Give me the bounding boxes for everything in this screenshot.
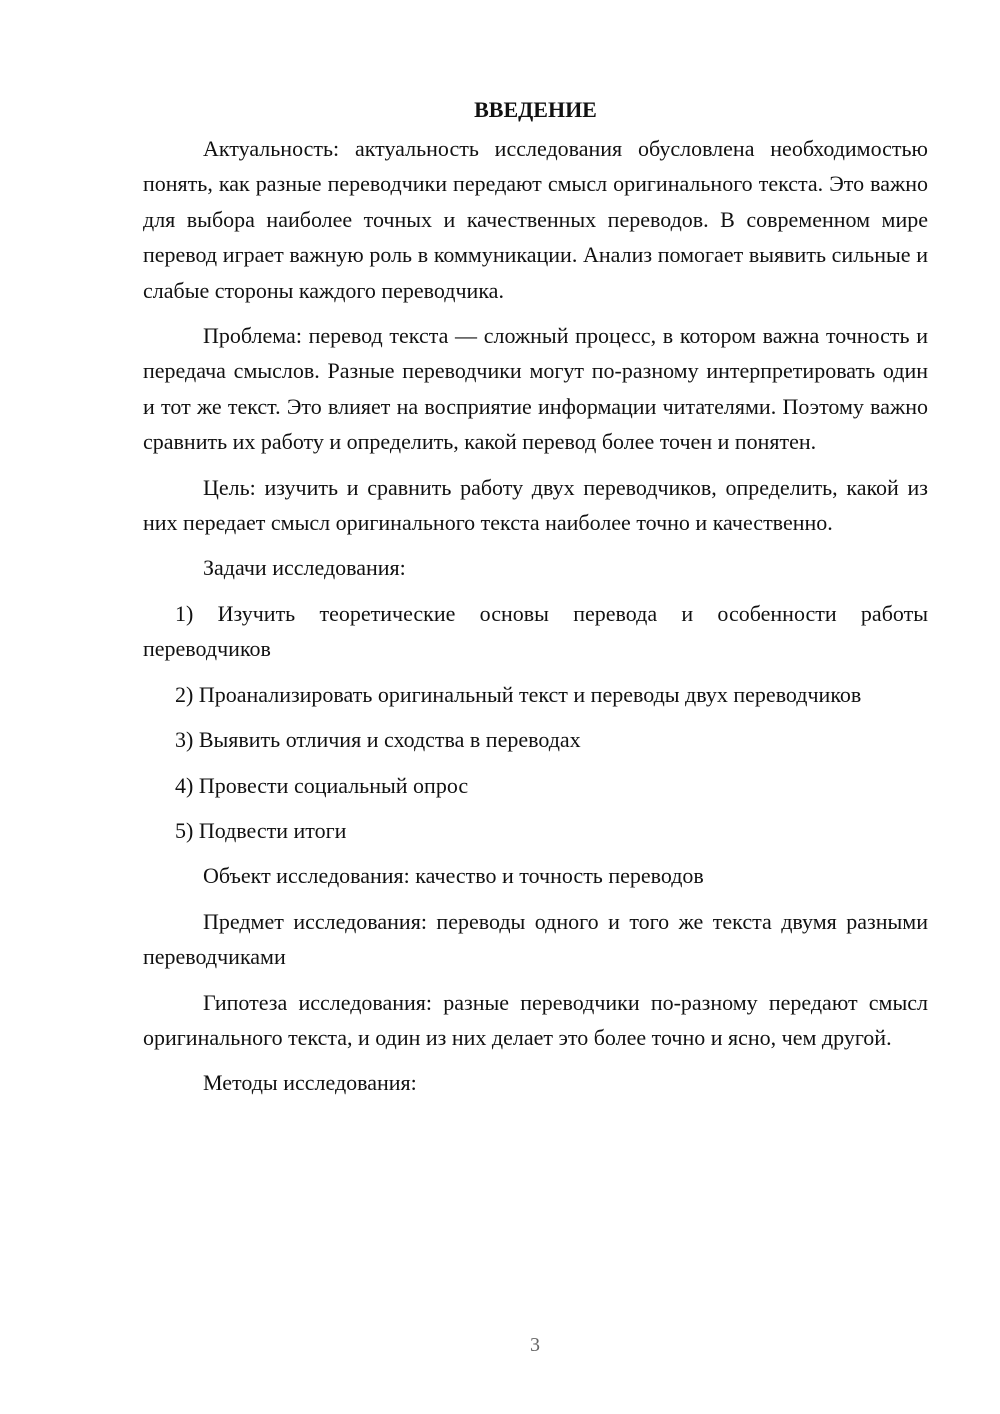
page-number: 3: [530, 1334, 540, 1356]
task-item-3: 3) Выявить отличия и сходства в переводах: [175, 727, 581, 753]
section-title: ВВЕДЕНИЕ: [474, 97, 597, 122]
paragraph-object: Объект исследования: качество и точность переводов: [203, 863, 704, 889]
paragraph-goal: Цель: изучить и сравнить работу двух переводчиков, определить, какой из них передает смысл оригинального текста наиболее точно и качественно.: [143, 474, 928, 536]
paragraph-problem: Проблема: перевод текста — сложный процесс, в котором важна точность и передача смыслов. Разные переводчики могут по-разному интерпретировать один и тот же текст. Это влияет на восприятие информации читателями. Поэтому важно сравнить их работу и определить, какой перевод более точен и понятен.: [143, 323, 928, 455]
task-item-4: 4) Провести социальный опрос: [175, 772, 469, 798]
paragraph-tasks-heading: Задачи исследования:: [203, 555, 406, 581]
paragraph-methods: Методы исследования:: [203, 1070, 417, 1096]
task-item-5: 5) Подвести итоги: [175, 817, 347, 843]
paragraph-relevance: Актуальность: актуальность исследования обусловлена необходимостью понять, как разные переводчики передают смысл оригинального текста. Это важно для выбора наиболее точных и качественных переводов. В современном мире перевод играет важную роль в коммуникации. Анализ помогает выявить сильные и слабые стороны каждого переводчика.: [143, 136, 928, 303]
task-item-1: 1) Изучить теоретические основы перевода и особенности работы переводчиков: [143, 600, 928, 662]
paragraph-subject: Предмет исследования: переводы одного и того же текста двумя разными переводчиками: [143, 908, 928, 970]
paragraph-hypothesis: Гипотеза исследования: разные переводчики по-разному передают смысл оригинального текста, и один из них делает это более точно и ясно, чем другой.: [143, 989, 928, 1050]
task-item-2: 2) Проанализировать оригинальный текст и переводы двух переводчиков: [175, 681, 862, 707]
page-content: [143, 92, 928, 1101]
